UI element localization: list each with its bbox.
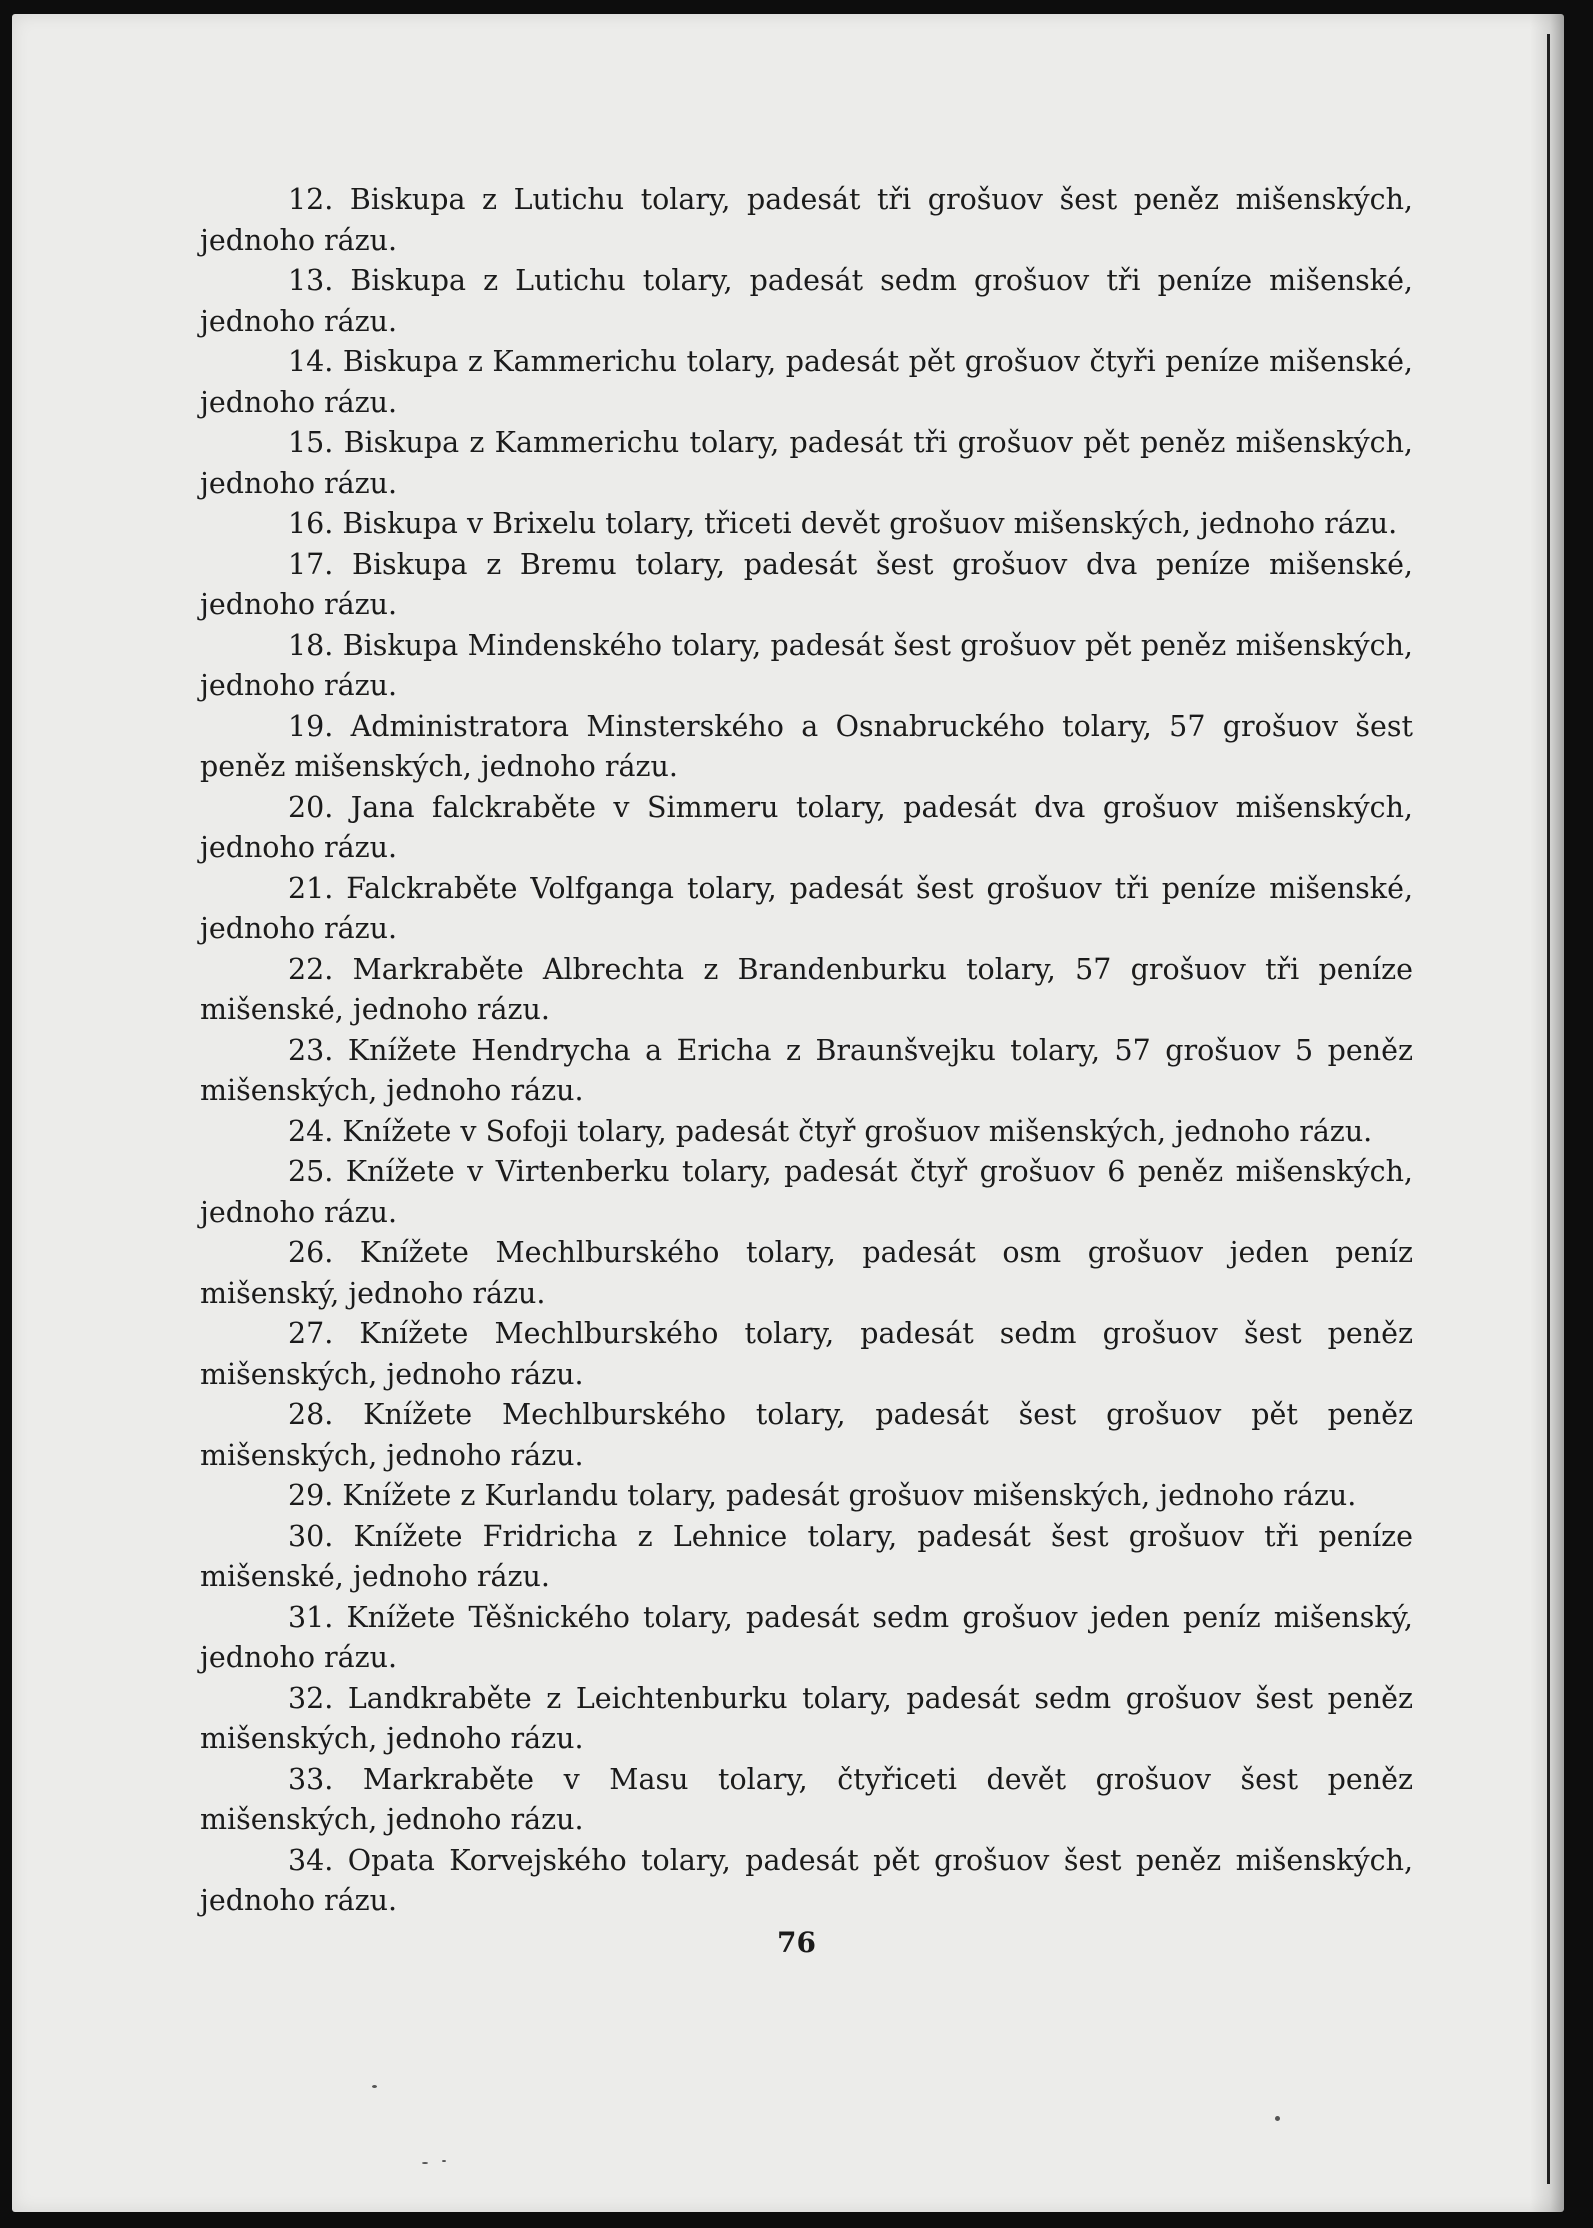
entry-31: 31. Knížete Těšnického tolary, padesát sedm grošuov jeden peníz mišenský, jednoho rázu.	[200, 1600, 1413, 1674]
text-block	[200, 180, 1413, 1922]
entry-21: 21. Falckraběte Volfganga tolary, padesát šest grošuov tři peníze mišenské, jednoho rázu.	[200, 871, 1413, 945]
entry-26: 26. Knížete Mechlburského tolary, padesát osm grošuov jeden peníz mišenský, jednoho rázu.	[200, 1236, 1413, 1310]
entry-33: 33. Markraběte v Masu tolary, čtyřiceti devět grošuov šest peněz mišenských, jednoho rázu.	[200, 1762, 1413, 1836]
paper-speck	[422, 2162, 428, 2164]
entry-15: 15. Biskupa z Kammerichu tolary, padesát tři grošuov pět peněz mišenských, jednoho rázu.	[200, 426, 1413, 500]
entry-23: 23. Knížete Hendrycha a Ericha z Braunšvejku tolary, 57 grošuov 5 peněz mišenských, jednoho rázu.	[200, 1033, 1413, 1107]
entry-25: 25. Knížete v Virtenberku tolary, padesát čtyř grošuov 6 peněz mišenských, jednoho rázu.	[200, 1155, 1413, 1229]
entry-17: 17. Biskupa z Bremu tolary, padesát šest grošuov dva peníze mišenské, jednoho rázu.	[200, 547, 1413, 621]
entry-24: 24. Knížete v Sofoji tolary, padesát čtyř grošuov mišenských, jednoho rázu.	[288, 1114, 1373, 1148]
entry-16: 16. Biskupa v Brixelu tolary, třiceti devět grošuov mišenských, jednoho rázu.	[288, 507, 1398, 540]
entry-20: 20. Jana falckraběte v Simmeru tolary, padesát dva grošuov mišenských, jednoho rázu.	[200, 790, 1413, 864]
entry-34: 34. Opata Korvejského tolary, padesát pět grošuov šest peněz mišenských, jednoho rázu.	[200, 1843, 1413, 1917]
paper-speck	[1275, 2116, 1280, 2121]
entry-32: 32. Landkraběte z Leichtenburku tolary, padesát sedm grošuov šest peněz mišenských, jednoho rázu.	[200, 1681, 1413, 1755]
entry-19: 19. Administratora Minsterského a Osnabruckého tolary, 57 grošuov šest peněz mišenských, jednoho rázu.	[200, 709, 1413, 783]
entry-12: 12. Biskupa z Lutichu tolary, padesát tři grošuov šest peněz mišenských, jednoho rázu.	[200, 183, 1413, 257]
entry-13: 13. Biskupa z Lutichu tolary, padesát sedm grošuov tři peníze mišenské, jednoho rázu.	[200, 264, 1413, 338]
entry-28: 28. Knížete Mechlburského tolary, padesát šest grošuov pět peněz mišenských, jednoho rázu.	[200, 1398, 1413, 1472]
paper-speck	[442, 2160, 446, 2162]
paper-speck	[372, 2085, 377, 2088]
entry-22: 22. Markraběte Albrechta z Brandenburku tolary, 57 grošuov tři peníze mišenské, jednoho rázu.	[200, 952, 1413, 1026]
page-number: 76	[777, 1926, 816, 1959]
entry-30: 30. Knížete Fridricha z Lehnice tolary, padesát šest grošuov tři peníze mišenské, jednoho rázu.	[200, 1519, 1413, 1593]
entry-14: 14. Biskupa z Kammerichu tolary, padesát pět grošuov čtyři peníze mišenské, jednoho rázu.	[200, 345, 1413, 419]
entry-27: 27. Knížete Mechlburského tolary, padesát sedm grošuov šest peněz mišenských, jednoho rázu.	[200, 1317, 1413, 1391]
page-edge-shadow	[1547, 34, 1550, 2184]
entry-18: 18. Biskupa Mindenského tolary, padesát šest grošuov pět peněz mišenských, jednoho rázu.	[200, 628, 1413, 702]
entry-29: 29. Knížete z Kurlandu tolary, padesát grošuov mišenských, jednoho rázu.	[288, 1479, 1357, 1512]
